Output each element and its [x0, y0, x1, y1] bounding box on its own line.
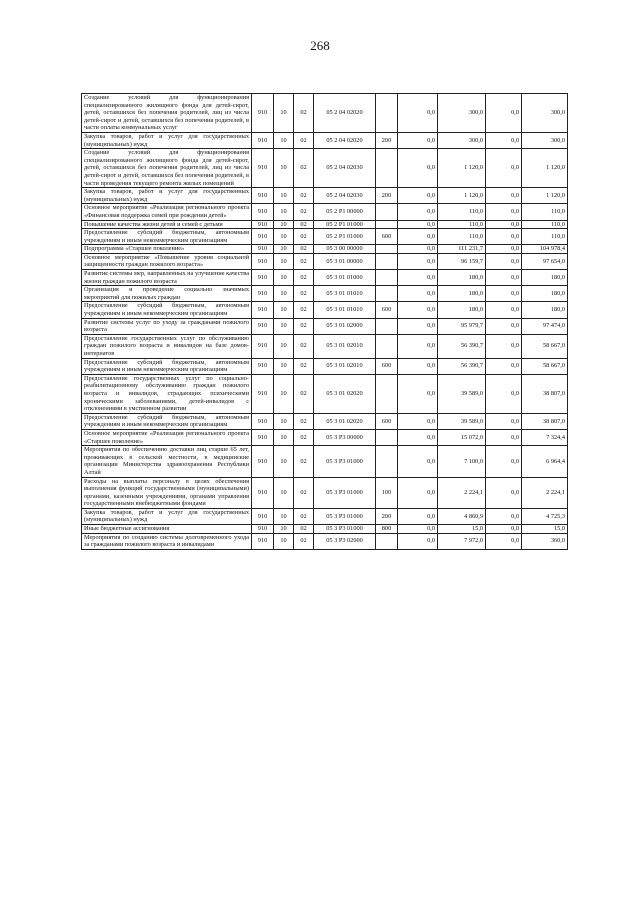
expense-name-cell: Закупка товаров, работ и услуг для государственных (муниципальных) нужд — [82, 132, 252, 148]
amount-cell: 1 120,0 — [522, 149, 568, 188]
expense-type-cell: 600 — [376, 358, 398, 374]
amount-cell: 7 972,0 — [438, 533, 486, 549]
section-code-cell: 10 — [274, 446, 294, 477]
amount-cell: 0,0 — [398, 358, 438, 374]
section-code-cell: 10 — [274, 229, 294, 245]
amount-cell: 110,0 — [522, 220, 568, 229]
amount-cell: 0,0 — [486, 94, 522, 133]
table-row — [82, 374, 568, 413]
expense-name-cell: Предоставление субсидий бюджетным, автономным учреждениям и иным некоммерческим организациям — [82, 229, 252, 245]
expense-name-cell: Основное мероприятие «Реализация регионального проекта «Старшее поколение» — [82, 429, 252, 445]
expense-type-cell: 600 — [376, 413, 398, 429]
subsection-code-cell: 02 — [294, 229, 314, 245]
target-article-cell: 05 2 P1 01000 — [314, 220, 376, 229]
target-article-cell: 05 3 01 02010 — [314, 358, 376, 374]
admin-code-cell: 910 — [252, 229, 274, 245]
section-code-cell: 10 — [274, 302, 294, 318]
subsection-code-cell: 02 — [294, 253, 314, 269]
amount-cell: 0,0 — [398, 245, 438, 254]
expense-type-cell — [376, 318, 398, 334]
amount-cell: 0,0 — [486, 132, 522, 148]
subsection-code-cell: 02 — [294, 270, 314, 286]
amount-cell: 0,0 — [486, 477, 522, 508]
admin-code-cell: 910 — [252, 204, 274, 220]
expense-type-cell: 200 — [376, 508, 398, 524]
section-code-cell: 10 — [274, 270, 294, 286]
expense-name-cell: Предоставление субсидий бюджетным, автономным учреждениям и иным некоммерческим организациям — [82, 413, 252, 429]
admin-code-cell: 910 — [252, 94, 274, 133]
admin-code-cell: 910 — [252, 429, 274, 445]
amount-cell: 58 667,0 — [522, 334, 568, 358]
subsection-code-cell: 02 — [294, 358, 314, 374]
target-article-cell: 05 3 P3 01000 — [314, 525, 376, 534]
expense-type-cell — [376, 94, 398, 133]
admin-code-cell: 910 — [252, 446, 274, 477]
expense-name-cell: Создание условий для функционирования специализированного жилищного фонда для детей-сирот, детей, оставшихся без попечения родителей, лиц из числа детей-сирот и детей, оставшихся без попечения родителей, в части проведения текущего ремонта жилых помещений — [82, 149, 252, 188]
expense-type-cell — [376, 446, 398, 477]
expense-type-cell — [376, 270, 398, 286]
table-row — [82, 94, 568, 133]
expense-name-cell: Мероприятия по обеспечению доставки лиц старше 65 лет, проживающих в сельской местности, в медицинские организации Министерства здравоохранения Республики Алтай — [82, 446, 252, 477]
target-article-cell: 05 2 04 02020 — [314, 94, 376, 133]
admin-code-cell: 910 — [252, 533, 274, 549]
amount-cell: 0,0 — [398, 525, 438, 534]
amount-cell: 300,0 — [438, 94, 486, 133]
amount-cell: 7 100,0 — [438, 446, 486, 477]
expense-name-cell: Закупка товаров, работ и услуг для государственных (муниципальных) нужд — [82, 508, 252, 524]
section-code-cell: 10 — [274, 204, 294, 220]
amount-cell: 2 224,1 — [438, 477, 486, 508]
amount-cell: 0,0 — [486, 525, 522, 534]
target-article-cell: 05 3 01 02000 — [314, 318, 376, 334]
target-article-cell: 05 2 04 02030 — [314, 149, 376, 188]
subsection-code-cell: 02 — [294, 318, 314, 334]
amount-cell: 97 474,0 — [522, 318, 568, 334]
section-code-cell: 10 — [274, 318, 294, 334]
target-article-cell: 05 3 01 00000 — [314, 253, 376, 269]
table-row — [82, 188, 568, 204]
admin-code-cell: 910 — [252, 302, 274, 318]
expense-type-cell — [376, 374, 398, 413]
amount-cell: 7 324,4 — [522, 429, 568, 445]
table-row — [82, 220, 568, 229]
admin-code-cell: 910 — [252, 413, 274, 429]
table-row — [82, 253, 568, 269]
table-row — [82, 525, 568, 534]
admin-code-cell: 910 — [252, 220, 274, 229]
expense-type-cell: 800 — [376, 525, 398, 534]
expense-name-cell: Предоставление субсидий бюджетным, автономным учреждениям и иным некоммерческим организациям — [82, 358, 252, 374]
admin-code-cell: 910 — [252, 374, 274, 413]
amount-cell: 360,0 — [522, 533, 568, 549]
table-row — [82, 508, 568, 524]
section-code-cell: 10 — [274, 94, 294, 133]
amount-cell: 180,0 — [522, 270, 568, 286]
amount-cell: 0,0 — [398, 149, 438, 188]
subsection-code-cell: 02 — [294, 245, 314, 254]
section-code-cell: 10 — [274, 245, 294, 254]
amount-cell: 110,0 — [438, 220, 486, 229]
amount-cell: 0,0 — [486, 508, 522, 524]
amount-cell: 39 589,0 — [438, 413, 486, 429]
expense-type-cell — [376, 334, 398, 358]
expense-name-cell: Расходы на выплаты персоналу в целях обеспечения выполнения функций государственными (муниципальными) органами, казенными учреждениями, органами управления государственными внебюджетными фондами — [82, 477, 252, 508]
expense-name-cell: Предоставление субсидий бюджетным, автономным учреждениям и иным некоммерческим организациям — [82, 302, 252, 318]
amount-cell: 56 390,7 — [438, 334, 486, 358]
admin-code-cell: 910 — [252, 149, 274, 188]
amount-cell: 0,0 — [486, 358, 522, 374]
expense-type-cell — [376, 286, 398, 302]
table-row — [82, 477, 568, 508]
subsection-code-cell: 02 — [294, 525, 314, 534]
section-code-cell: 10 — [274, 220, 294, 229]
amount-cell: 0,0 — [398, 229, 438, 245]
expense-name-cell: Предоставление государственных услуг по социально-реабилитационному обслуживанию граждан пожилого возраста и инвалидов, страдающих психическими хроническими заболеваниями, детей-инвалидов с отклонениями в умственном развитии — [82, 374, 252, 413]
amount-cell: 0,0 — [398, 446, 438, 477]
section-code-cell: 10 — [274, 374, 294, 413]
target-article-cell: 05 3 P3 02000 — [314, 533, 376, 549]
amount-cell: 0,0 — [398, 429, 438, 445]
amount-cell: 0,0 — [486, 374, 522, 413]
section-code-cell: 10 — [274, 334, 294, 358]
admin-code-cell: 910 — [252, 253, 274, 269]
amount-cell: 1 120,0 — [438, 188, 486, 204]
expense-type-cell — [376, 149, 398, 188]
target-article-cell: 05 3 P3 00000 — [314, 429, 376, 445]
amount-cell: 180,0 — [438, 270, 486, 286]
expense-type-cell — [376, 253, 398, 269]
amount-cell: 0,0 — [398, 270, 438, 286]
subsection-code-cell: 02 — [294, 94, 314, 133]
subsection-code-cell: 02 — [294, 149, 314, 188]
expense-type-cell — [376, 245, 398, 254]
amount-cell: 0,0 — [486, 533, 522, 549]
target-article-cell: 05 3 01 02020 — [314, 374, 376, 413]
target-article-cell: 05 3 P3 01000 — [314, 508, 376, 524]
expense-name-cell: Основное мероприятие «Повышение уровня социальной защищенности граждан пожилого возраста» — [82, 253, 252, 269]
subsection-code-cell: 02 — [294, 429, 314, 445]
amount-cell: 0,0 — [486, 302, 522, 318]
subsection-code-cell: 02 — [294, 334, 314, 358]
target-article-cell: 05 3 00 00000 — [314, 245, 376, 254]
expense-name-cell: Закупка товаров, работ и услуг для государственных (муниципальных) нужд — [82, 188, 252, 204]
amount-cell: 38 807,0 — [522, 413, 568, 429]
subsection-code-cell: 02 — [294, 220, 314, 229]
admin-code-cell: 910 — [252, 525, 274, 534]
target-article-cell: 05 2 04 02020 — [314, 132, 376, 148]
amount-cell: 0,0 — [486, 188, 522, 204]
amount-cell: 0,0 — [486, 220, 522, 229]
amount-cell: 180,0 — [438, 302, 486, 318]
table-row — [82, 533, 568, 549]
table-row — [82, 229, 568, 245]
target-article-cell: 05 3 01 01010 — [314, 286, 376, 302]
amount-cell: 58 667,0 — [522, 358, 568, 374]
expense-type-cell: 600 — [376, 302, 398, 318]
amount-cell: 0,0 — [486, 413, 522, 429]
admin-code-cell: 910 — [252, 270, 274, 286]
target-article-cell: 05 2 P1 01000 — [314, 229, 376, 245]
amount-cell: 0,0 — [486, 334, 522, 358]
expense-name-cell: Основное мероприятие «Реализация регионального проекта «Финансовая поддержка семей при рождении детей» — [82, 204, 252, 220]
section-code-cell: 10 — [274, 132, 294, 148]
amount-cell: 96 159,7 — [438, 253, 486, 269]
amount-cell: 0,0 — [398, 508, 438, 524]
expense-name-cell: Развитие системы мер, направленных на улучшение качества жизни граждан пожилого возраста — [82, 270, 252, 286]
table-row — [82, 446, 568, 477]
amount-cell: 39 589,0 — [438, 374, 486, 413]
admin-code-cell: 910 — [252, 286, 274, 302]
amount-cell: 0,0 — [398, 413, 438, 429]
table-row — [82, 132, 568, 148]
expense-type-cell — [376, 204, 398, 220]
table-row — [82, 413, 568, 429]
amount-cell: 0,0 — [398, 477, 438, 508]
amount-cell: 6 964,4 — [522, 446, 568, 477]
amount-cell: 15,0 — [522, 525, 568, 534]
amount-cell: 0,0 — [486, 253, 522, 269]
amount-cell: 0,0 — [398, 533, 438, 549]
admin-code-cell: 910 — [252, 318, 274, 334]
section-code-cell: 10 — [274, 253, 294, 269]
expense-name-cell: Подпрограмма «Старшее поколение» — [82, 245, 252, 254]
amount-cell: 0,0 — [486, 245, 522, 254]
table-row — [82, 358, 568, 374]
amount-cell: 300,0 — [438, 132, 486, 148]
section-code-cell: 10 — [274, 188, 294, 204]
amount-cell: 0,0 — [486, 270, 522, 286]
table-row — [82, 245, 568, 254]
section-code-cell: 10 — [274, 508, 294, 524]
amount-cell: 0,0 — [486, 429, 522, 445]
amount-cell: 0,0 — [398, 374, 438, 413]
budget-table — [81, 93, 568, 550]
subsection-code-cell: 02 — [294, 508, 314, 524]
target-article-cell: 05 3 P3 01000 — [314, 446, 376, 477]
expense-type-cell — [376, 220, 398, 229]
amount-cell: 0,0 — [486, 149, 522, 188]
amount-cell: 180,0 — [438, 286, 486, 302]
target-article-cell: 05 3 01 02010 — [314, 334, 376, 358]
amount-cell: 0,0 — [398, 334, 438, 358]
amount-cell: 0,0 — [398, 220, 438, 229]
expense-name-cell: Развитие системы услуг по уходу за гражданами пожилого возраста — [82, 318, 252, 334]
expense-type-cell — [376, 533, 398, 549]
target-article-cell: 05 3 01 01010 — [314, 302, 376, 318]
amount-cell: 0,0 — [486, 204, 522, 220]
admin-code-cell: 910 — [252, 188, 274, 204]
subsection-code-cell: 02 — [294, 413, 314, 429]
amount-cell: 38 807,0 — [522, 374, 568, 413]
subsection-code-cell: 02 — [294, 188, 314, 204]
admin-code-cell: 910 — [252, 477, 274, 508]
amount-cell: 300,0 — [522, 94, 568, 133]
amount-cell: 0,0 — [398, 253, 438, 269]
subsection-code-cell: 02 — [294, 302, 314, 318]
table-row — [82, 286, 568, 302]
amount-cell: 0,0 — [398, 286, 438, 302]
table-row — [82, 302, 568, 318]
amount-cell: 95 979,7 — [438, 318, 486, 334]
expense-name-cell: Иные бюджетные ассигнования — [82, 525, 252, 534]
amount-cell: 0,0 — [398, 188, 438, 204]
expense-type-cell: 600 — [376, 229, 398, 245]
amount-cell: 0,0 — [486, 229, 522, 245]
target-article-cell: 05 3 P3 01000 — [314, 477, 376, 508]
admin-code-cell: 910 — [252, 508, 274, 524]
amount-cell: 180,0 — [522, 286, 568, 302]
amount-cell: 0,0 — [398, 204, 438, 220]
amount-cell: 110,0 — [522, 229, 568, 245]
amount-cell: 0,0 — [486, 286, 522, 302]
table-row — [82, 270, 568, 286]
expense-name-cell: Предоставление государственных услуг по обслуживанию граждан пожилого возраста и инвалидов на базе домов-интернатов — [82, 334, 252, 358]
amount-cell: 1 120,0 — [438, 149, 486, 188]
admin-code-cell: 910 — [252, 358, 274, 374]
amount-cell: 4 725,3 — [522, 508, 568, 524]
subsection-code-cell: 02 — [294, 477, 314, 508]
amount-cell: 0,0 — [398, 94, 438, 133]
amount-cell: 2 224,1 — [522, 477, 568, 508]
subsection-code-cell: 02 — [294, 533, 314, 549]
amount-cell: 0,0 — [398, 302, 438, 318]
section-code-cell: 10 — [274, 149, 294, 188]
amount-cell: 104 978,4 — [522, 245, 568, 254]
table-row — [82, 204, 568, 220]
table-row — [82, 334, 568, 358]
amount-cell: 4 860,9 — [438, 508, 486, 524]
expense-name-cell: Создание условий для функционирования специализированного жилищного фонда для детей-сирот, детей, оставшихся без попечения родителей, лиц из числа детей-сирот и детей, оставшихся без попечения родителей, в части оплаты коммунальных услуг — [82, 94, 252, 133]
table-row — [82, 429, 568, 445]
subsection-code-cell: 02 — [294, 132, 314, 148]
subsection-code-cell: 02 — [294, 374, 314, 413]
amount-cell: 0,0 — [398, 132, 438, 148]
expense-type-cell: 200 — [376, 188, 398, 204]
table-row — [82, 149, 568, 188]
expense-type-cell — [376, 429, 398, 445]
table-row — [82, 318, 568, 334]
amount-cell: 0,0 — [486, 318, 522, 334]
subsection-code-cell: 02 — [294, 204, 314, 220]
amount-cell: 0,0 — [398, 318, 438, 334]
target-article-cell: 05 3 01 02020 — [314, 413, 376, 429]
section-code-cell: 10 — [274, 429, 294, 445]
page-number: 268 — [310, 38, 330, 53]
section-code-cell: 10 — [274, 533, 294, 549]
amount-cell: 110,0 — [438, 229, 486, 245]
amount-cell: 110,0 — [438, 204, 486, 220]
expense-type-cell: 200 — [376, 132, 398, 148]
admin-code-cell: 910 — [252, 334, 274, 358]
amount-cell: 56 390,7 — [438, 358, 486, 374]
amount-cell: 15,0 — [438, 525, 486, 534]
expense-name-cell: Организация и проведение социально значимых мероприятий для пожилых граждан — [82, 286, 252, 302]
admin-code-cell: 910 — [252, 245, 274, 254]
expense-name-cell: Мероприятия по созданию системы долговременного ухода за гражданами пожилого возраста и инвалидами — [82, 533, 252, 549]
section-code-cell: 10 — [274, 477, 294, 508]
section-code-cell: 10 — [274, 286, 294, 302]
amount-cell: 97 654,0 — [522, 253, 568, 269]
amount-cell: 1 120,0 — [522, 188, 568, 204]
target-article-cell: 05 3 01 01000 — [314, 270, 376, 286]
amount-cell: 0,0 — [486, 446, 522, 477]
section-code-cell: 10 — [274, 525, 294, 534]
amount-cell: 180,0 — [522, 302, 568, 318]
amount-cell: 110,0 — [522, 204, 568, 220]
expense-type-cell: 100 — [376, 477, 398, 508]
section-code-cell: 10 — [274, 413, 294, 429]
target-article-cell: 05 2 04 02030 — [314, 188, 376, 204]
subsection-code-cell: 02 — [294, 286, 314, 302]
target-article-cell: 05 2 P1 00000 — [314, 204, 376, 220]
amount-cell: 300,0 — [522, 132, 568, 148]
amount-cell: 15 072,0 — [438, 429, 486, 445]
expense-name-cell: Повышение качества жизни детей и семей с детьми — [82, 220, 252, 229]
amount-cell: 111 231,7 — [438, 245, 486, 254]
section-code-cell: 10 — [274, 358, 294, 374]
admin-code-cell: 910 — [252, 132, 274, 148]
subsection-code-cell: 02 — [294, 446, 314, 477]
